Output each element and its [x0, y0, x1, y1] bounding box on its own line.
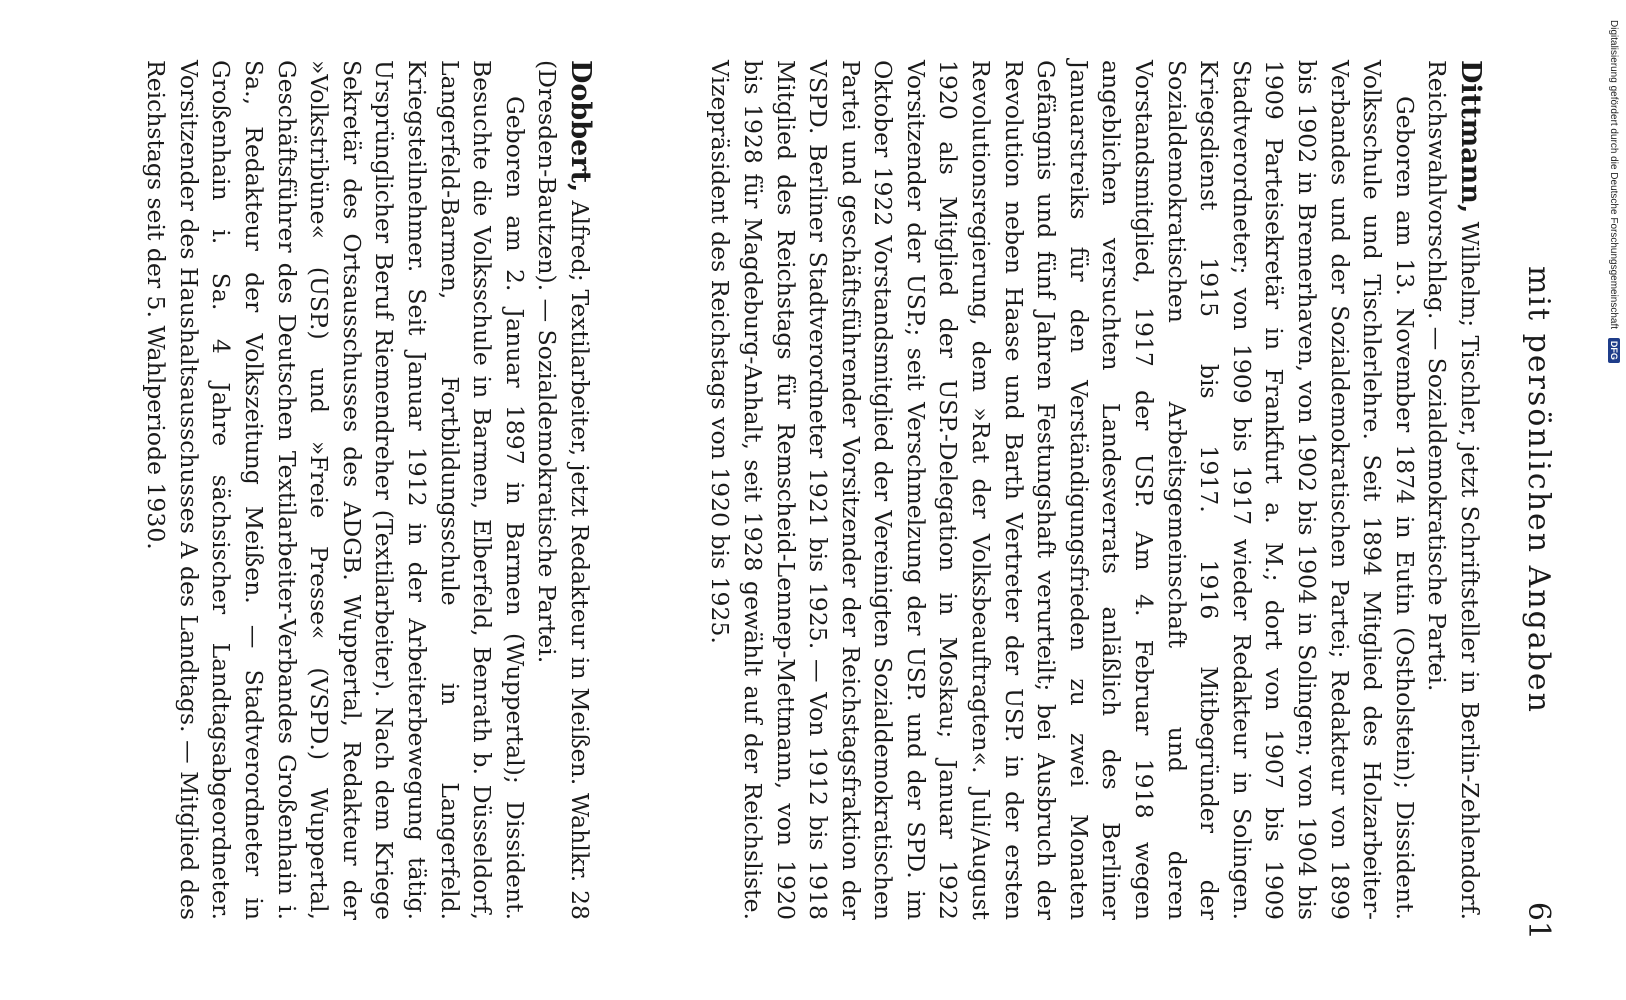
- entry-surname: Dobbert,: [565, 60, 596, 193]
- entry-body: Geboren am 2. Januar 1897 in Barmen (Wuppertal); Dissident. Besuchte die Volksschule in Barmen, Elberfeld, Benrath b. Düsseldorf, Langerfeld-Barmen, Fortbildungsschule in Langerfeld. Kriegsteilnehmer. Seit Januar 1912 in der Arbeiterbewegung tätig. Ursprünglicher Beruf Riemendreher (Textilarbeiter). Nach dem Kriege Sekretär des Ortsausschusses des ADGB. Wuppertal, Redakteur der »Volkstribüne« (USP.) und »Freie Presse« (VSPD.) Wuppertal, Geschäftsführer des Deutschen Textilarbeiter-Verbandes Großenhain i. Sa., Redakteur der Volkszeitung Meißen. — Stadtverordneter in Großenhain i. Sa. 4 Jahre sächsischer Landtagsabgeordneter. Vorsitzender des Haushaltsausschusses A des Landtags. — Mitglied des Reichstags seit der 5. Wahlperiode 1930.: [142, 60, 529, 920]
- page-number: 61: [1521, 901, 1556, 940]
- digitization-credit: Digitalisierung gefördert durch die Deutsche Forschungsgemeinschaft: [1608, 20, 1619, 330]
- entry-surname: Dittmann,: [1455, 60, 1486, 214]
- digitization-note-text: [1602, 20, 1624, 740]
- entry-body: Geboren am 13. November 1874 in Eutin (Ostholstein); Dissident. Volksschule und Tischlerlehre. Seit 1894 Mitglied des Holzarbeiter-Verbandes und der Sozialdemokratischen Partei; Redakteur von 1899 bis 1902 in Bremerhaven, von 1902 bis 1904 in Solingen; von 1904 bis 1909 Parteisekretär in Frankfurt a. M.; dort von 1907 bis 1909 Stadtverordneter; von 1909 bis 1917 wieder Redakteur in Solingen. Kriegsdienst 1915 bis 1917. 1916 Mitbegründer der Sozialdemokratischen Arbeitsgemeinschaft und deren Vorstandsmitglied, 1917 der USP. Am 4. Februar 1918 wegen angeblichen versuchten Landesverrats anläßlich des Berliner Januarstreiks für den Verständigungsfrieden zu zwei Monaten Gefängnis und fünf Jahren Festungshaft verurteilt; bei Ausbruch der Revolution neben Haase und Barth Vertreter der USP. in der ersten Revolutionsregierung, dem »Rat der Volksbeauftragten«. Juli/August 1920 als Mitglied der USP.-Delegation in Moskau; Januar 1922 Vorsitzender der USP.; seit Verschmelzung der USP. und der SPD. im Oktober 1922 Vorstandsmitglied der Vereinigten Sozialdemokratischen Partei und geschäftsführender Vorsitzender der Reichstagsfraktion der VSPD. Berliner Stadtverordneter 1921 bis 1925. — Von 1912 bis 1918 Mitglied des Reichstags für Remscheid-Lennep-Mettmann, von 1920 bis 1928 für Magdeburg-Anhalt, seit 1928 gewählt auf der Reichsliste. Vizepräsident des Reichstags von 1920 bis 1925.: [706, 60, 1419, 920]
- running-head: [1516, 60, 1556, 940]
- entry-summary: Wilhelm; Tischler, jetzt Schriftsteller in Berlin-Zehlendorf. Reichswahlvorschlag. — Sozialdemokratische Partei.: [1423, 60, 1484, 920]
- biography-entry-dobbert: [140, 60, 596, 920]
- entry-summary: Alfred; Textilarbeiter, jetzt Redakteur in Meißen. Wahlkr. 28 (Dresden-Bautzen). — Sozialdemokratische Partei.: [533, 60, 594, 920]
- dfg-logo: DFG: [1608, 338, 1620, 363]
- digitization-note: [1602, 20, 1624, 740]
- entry-intro: [531, 60, 596, 920]
- running-title: mit persönlichen Angaben: [1521, 266, 1556, 714]
- biography-entry-dittmann: [704, 60, 1486, 920]
- entry-intro: [1421, 60, 1486, 920]
